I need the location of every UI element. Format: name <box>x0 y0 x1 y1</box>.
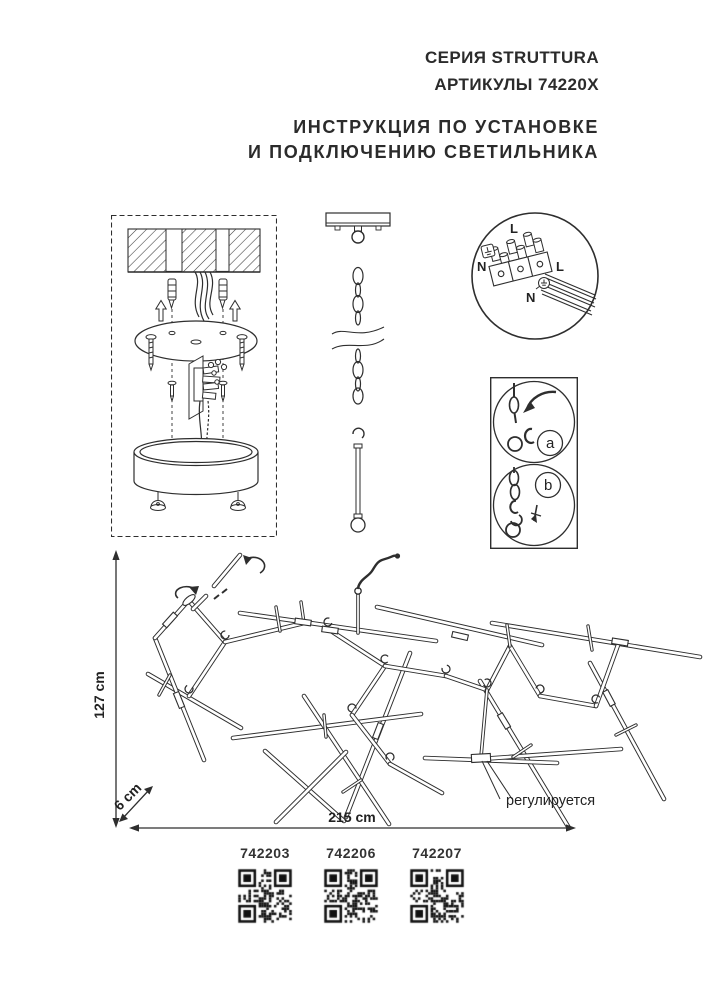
article-item <box>222 845 308 929</box>
instruction-title-line2: И ПОДКЛЮЧЕНИЮ СВЕТИЛЬНИКА <box>248 142 599 162</box>
step-a-detail <box>494 382 575 463</box>
terminal-block <box>189 356 227 419</box>
article-code: 742203 <box>240 845 290 861</box>
dim-height-label: 127 cm <box>91 671 107 719</box>
article-item <box>394 845 480 929</box>
mains-wires <box>195 272 213 321</box>
qr-code <box>237 868 293 924</box>
canopy-body <box>134 439 258 495</box>
instruction-title-line1: ИНСТРУКЦИЯ ПО УСТАНОВКЕ <box>293 117 599 137</box>
article-list <box>222 845 480 929</box>
mounting-diagram <box>111 215 277 537</box>
header <box>248 44 599 165</box>
article-item <box>308 845 394 929</box>
cap-nut-right <box>231 492 246 511</box>
dim-width-label: 215 cm <box>328 809 376 825</box>
adjustable-label: регулируется <box>506 793 596 809</box>
step-a-label: a <box>546 435 555 452</box>
chandelier-drawing <box>90 545 707 845</box>
wire-label-l: L <box>556 259 564 274</box>
cap-nut-left <box>151 492 166 511</box>
canopy-side-view <box>326 213 390 243</box>
power-cord <box>355 553 400 594</box>
anchor-right <box>219 279 227 308</box>
wiring-detail <box>468 209 602 343</box>
earth-ground-icon <box>481 244 496 259</box>
article-code: 742207 <box>412 845 462 861</box>
arrow-up-icon <box>156 301 166 322</box>
step-b-label: b <box>544 477 553 494</box>
anchor-left <box>168 279 176 308</box>
canopy-screw-right <box>219 381 227 401</box>
block-label-n: N <box>477 259 487 274</box>
ceiling-hatch <box>128 229 260 272</box>
article-code: 742206 <box>326 845 376 861</box>
qr-code <box>409 868 465 924</box>
qr-code <box>323 868 379 924</box>
suspension-parts-diagram <box>318 210 398 540</box>
rod-structure <box>148 555 700 828</box>
wire-label-n: N <box>526 290 536 305</box>
canopy-screw-left <box>168 381 176 401</box>
dimension-height <box>112 550 119 828</box>
series-title: СЕРИЯ STRUTTURA <box>425 48 599 67</box>
step-b-detail <box>494 465 575 546</box>
suspension-rod <box>351 428 365 532</box>
dim-depth-label: 6 cm <box>110 779 145 814</box>
block-label-l: L <box>510 221 518 236</box>
series-articles: АРТИКУЛЫ 74220X <box>434 75 599 94</box>
chain-adjustment-detail <box>490 377 578 549</box>
suspension-chain <box>332 268 384 405</box>
arrow-up-icon <box>230 301 240 322</box>
dimension-width <box>129 824 576 831</box>
